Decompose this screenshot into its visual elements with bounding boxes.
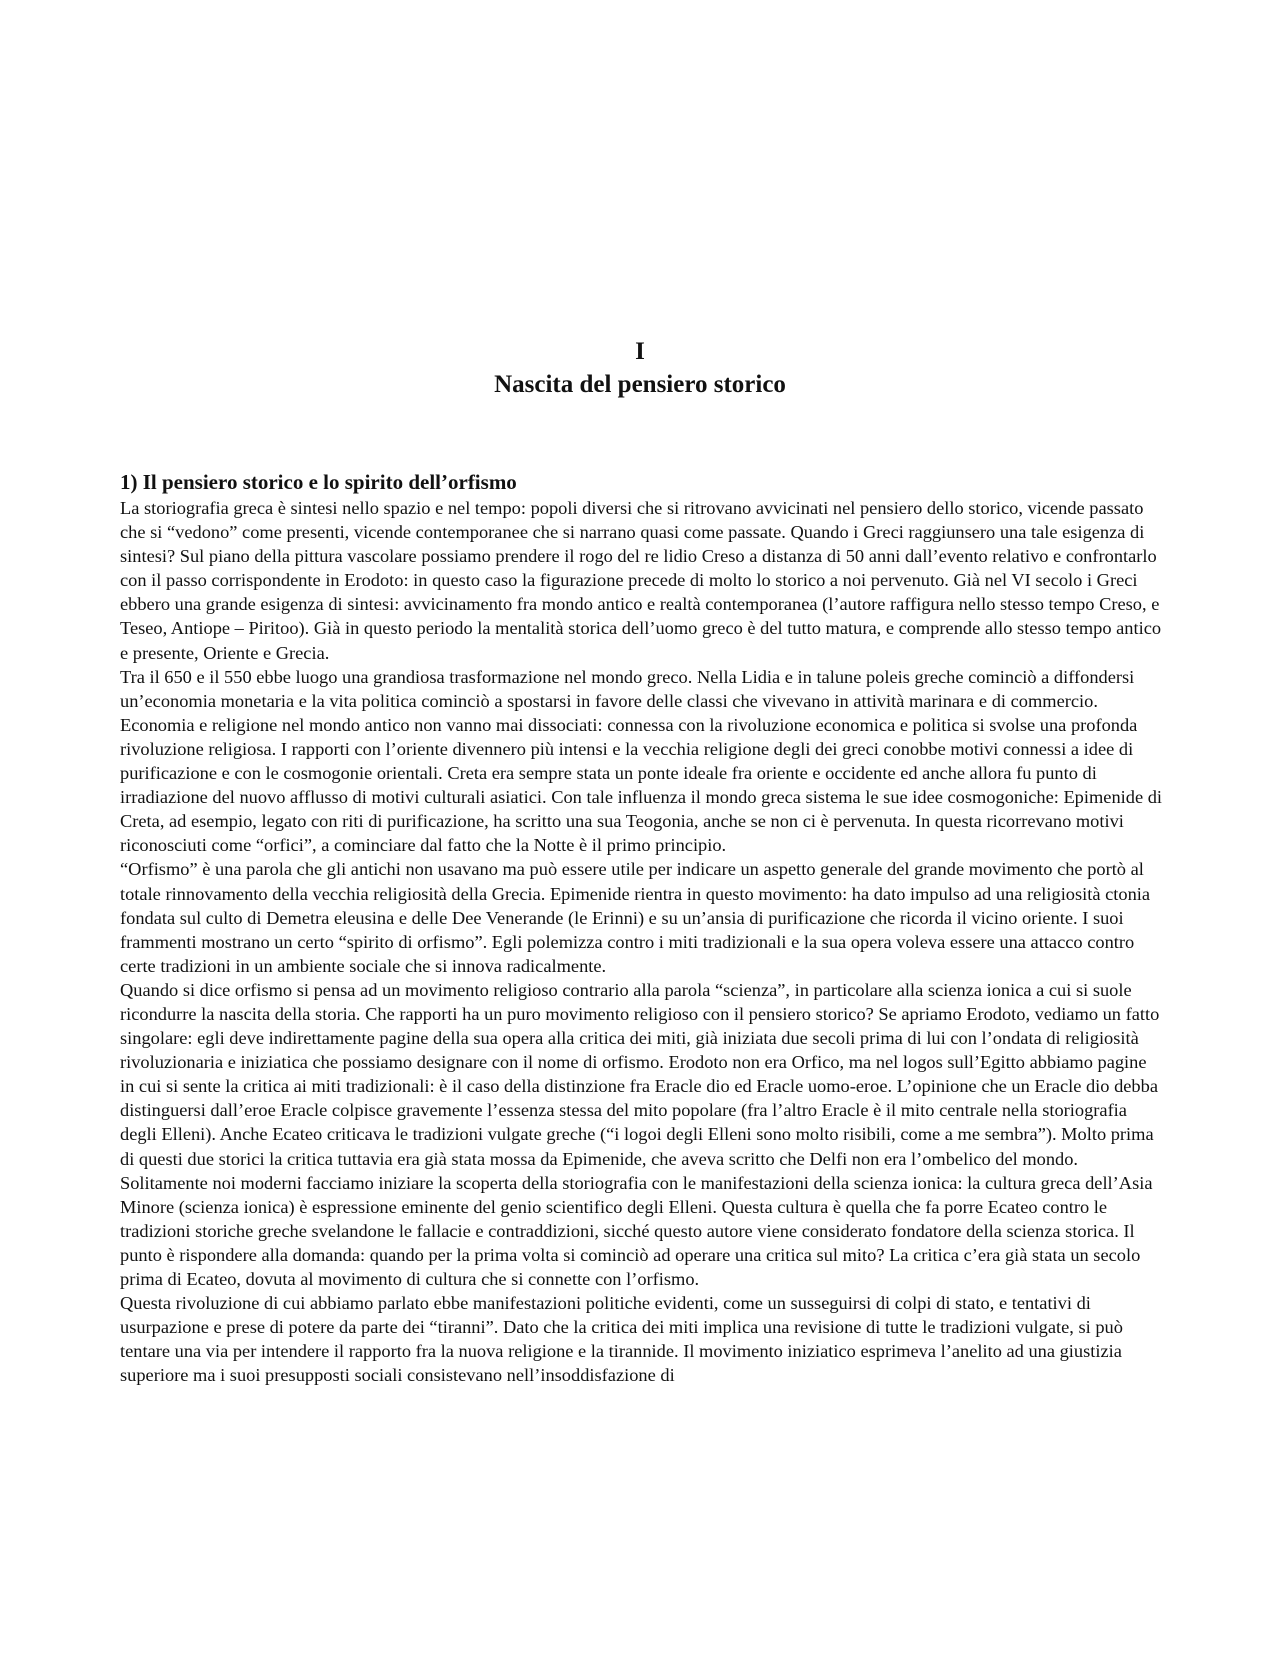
chapter-number: I bbox=[635, 338, 645, 365]
paragraph: La storiografia greca è sintesi nello spazio e nel tempo: popoli diversi che si ritrovano avvicinati nel pensiero dello storico, vicende passato che si “vedono” come presenti, vicende contemporanee che si narrano quasi come passate. Quando i Greci raggiunsero una tale esigenza di sintesi? Sul piano della pittura vascolare possiamo prendere il rogo del re lidio Creso a distanza di 50 anni dall’evento relativo e confrontarlo con il passo corrispondente in Erodoto: in questo caso la figurazione precede di molto lo storico a noi pervenuto. Già nel VI secolo i Greci ebbero una grande esigenza di sintesi: avvicinamento fra mondo antico e realtà contemporanea (l’autore raffigura nello stesso tempo Creso, e Teseo, Antiope – Piritoo). Già in questo periodo la mentalità storica dell’uomo greco è del tutto matura, e comprende allo stesso tempo antico e presente, Oriente e Grecia. bbox=[120, 498, 1162, 663]
chapter-heading bbox=[0, 335, 1280, 401]
paragraph: “Orfismo” è una parola che gli antichi non usavano ma può essere utile per indicare un aspetto generale del grande movimento che portò al totale rinnovamento della vecchia religiosità della Grecia. Epimenide rientra in questo movimento: ha dato impulso ad una religiosità ctonia fondata sul culto di Demetra eleusina e delle Dee Venerande (le Erinni) e su un’ansia di purificazione che ricorda il vicino oriente. I suoi frammenti mostrano un certo “spirito di orfismo”. Egli polemizza contro i miti tradizionali e la sua opera voleva essere una attacco contro certe tradizioni in un ambiente sociale che si innova radicalmente. bbox=[120, 859, 1151, 976]
section-body bbox=[120, 468, 1164, 1387]
paragraph: Solitamente noi moderni facciamo iniziare la scoperta della storiografia con le manifestazioni della scienza ionica: la cultura greca dell’Asia Minore (scienza ionica) è espressione eminente del genio scientifico degli Elleni. Questa cultura è quella che fa porre Ecateo contro le tradizioni storiche greche svelandone le fallacie e contraddizioni, sicché questo autore viene considerato fondatore della scienza storica. Il punto è rispondere alla domanda: quando per la prima volta si cominciò ad operare una critica sul mito? La critica c’era già stata un secolo prima di Ecateo, dovuta al movimento di cultura che si connette con l’orfismo. bbox=[120, 1172, 1153, 1289]
chapter-title: Nascita del pensiero storico bbox=[494, 371, 786, 398]
paragraph: Questa rivoluzione di cui abbiamo parlato ebbe manifestazioni politiche evidenti, come un susseguirsi di colpi di stato, e tentativi di usurpazione e prese di potere da parte dei “tiranni”. Dato che la critica dei miti implica una revisione di tutte le tradizioni vulgate, si può tentare una via per intendere il rapporto fra la nuova religione e la tirannide. Il movimento iniziatico esprimeva l’anelito ad una giustizia superiore ma i suoi presupposti sociali consistevano nell’insoddisfazione di bbox=[120, 1293, 1123, 1386]
paragraph: Tra il 650 e il 550 ebbe luogo una grandiosa trasformazione nel mondo greco. Nella Lidia e in talune poleis greche cominciò a diffondersi un’economia monetaria e la vita politica cominciò a spostarsi in favore delle classi che vivevano in attività marinara e di commercio. Economia e religione nel mondo antico non vanno mai dissociati: connessa con la rivoluzione economica e politica si svolse una profonda rivoluzione religiosa. I rapporti con l’oriente divennero più intensi e la vecchia religione degli dei greci conobbe motivi connessi a idee di purificazione e con le cosmogonie orientali. Creta era sempre stata un ponte ideale fra oriente e occidente ed anche allora fu punto di irradiazione del nuovo afflusso di motivi culturali asiatici. Con tale influenza il mondo greca sistema le sue idee cosmogoniche: Epimenide di Creta, ad esempio, legato con riti di purificazione, ha scritto una sua Teogonia, anche se non ci è pervenuta. In questa ricorrevano motivi riconosciuti come “orfici”, a cominciare dal fatto che la Notte è il primo principio. bbox=[120, 666, 1163, 856]
section-title: 1) Il pensiero storico e lo spirito dell’orfismo bbox=[120, 470, 517, 494]
paragraph: Quando si dice orfismo si pensa ad un movimento religioso contrario alla parola “scienza”, in particolare alla scienza ionica a cui si suole ricondurre la nascita della storia. Che rapporti ha un puro movimento religioso con il pensiero storico? Se apriamo Erodoto, vediamo un fatto singolare: egli deve indirettamente pagine della sua opera alla critica dei miti, già iniziata due secoli prima di lui con l’ondata di religiosità rivoluzionaria e iniziatica che possiamo designare con il nome di orfismo. Erodoto non era Orfico, ma nel logos sull’Egitto abbiamo pagine in cui si sente la critica ai miti tradizionali: è il caso della distinzione fra Eracle dio ed Eracle uomo-eroe. L’opinione che un Eracle dio debba distinguersi dall’eroe Eracle colpisce gravemente l’essenza stessa del mito popolare (fra l’altro Eracle è il mito centrale nella storiografia degli Elleni). Anche Ecateo criticava le tradizioni vulgate greche (“i logoi degli Elleni sono molto risibili, come a me sembra”). Molto prima di questi due storici la critica tuttavia era già stata mossa da Epimenide, che aveva scritto che Delfi non era l’ombelico del mondo. bbox=[120, 979, 1160, 1169]
